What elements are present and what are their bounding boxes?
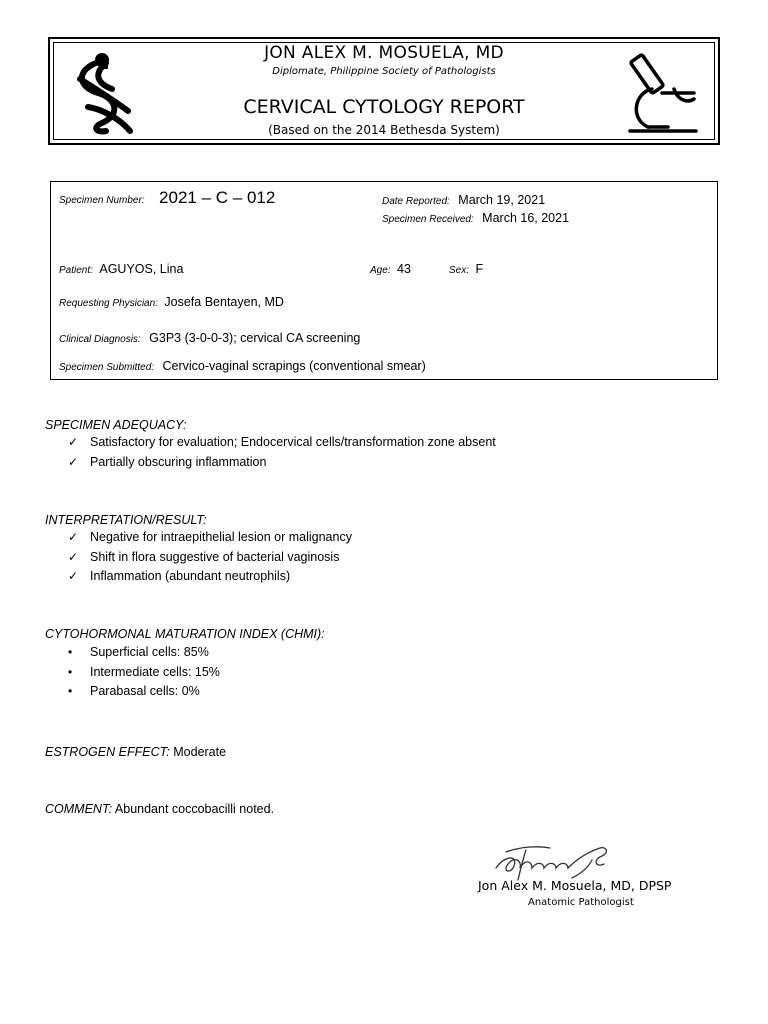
date-reported-label: Date Reported: — [382, 196, 450, 207]
checkmark-icon: ✓ — [68, 569, 79, 583]
list-item — [45, 528, 352, 548]
chmi-section — [45, 627, 325, 702]
chmi-list — [45, 643, 325, 702]
signer-title: Anatomic Pathologist — [528, 897, 634, 908]
list-item — [45, 433, 496, 453]
list-item-text: Inflammation (abundant neutrophils) — [90, 569, 291, 583]
list-item-text: Negative for intraepithelial lesion or malignancy — [90, 530, 352, 544]
doctor-name: JON ALEX M. MOSUELA, MD — [264, 43, 504, 63]
list-item — [45, 682, 325, 702]
sex-field — [449, 260, 483, 278]
adequacy-section — [45, 418, 496, 472]
list-item-text: Shift in flora suggestive of bacterial vaginosis — [90, 549, 340, 564]
submitted-field — [59, 357, 426, 375]
checkmark-icon: ✓ — [68, 530, 79, 544]
diagnosis-value: G3P3 (3-0-0-3); cervical CA screening — [149, 331, 361, 345]
age-label: Age: — [370, 265, 391, 276]
adequacy-list — [45, 433, 496, 472]
checkmark-icon: ✓ — [68, 435, 79, 449]
sex-value: F — [475, 262, 484, 276]
physician-label: Requesting Physician: — [59, 298, 158, 309]
microscope-icon — [622, 49, 702, 135]
specimen-received-label: Specimen Received: — [382, 214, 474, 225]
list-item-text: Satisfactory for evaluation; Endocervical cells/transformation zone absent — [90, 435, 496, 449]
comment-section — [45, 800, 274, 818]
list-item-text: Superficial cells: 85% — [90, 645, 209, 659]
specimen-number-field — [59, 188, 275, 208]
specimen-info-box — [50, 181, 718, 380]
physician-field — [59, 293, 284, 311]
list-item — [45, 663, 325, 683]
sex-label: Sex: — [449, 265, 470, 276]
bullet-icon: • — [68, 684, 73, 698]
list-item — [45, 643, 325, 663]
submitted-value: Cervico-vaginal scrapings (conventional smear) — [162, 359, 426, 373]
specimen-number-value: 2021 – C – 012 — [159, 188, 276, 207]
physician-value: Josefa Bentayen, MD — [164, 295, 284, 309]
patient-label: Patient: — [59, 265, 93, 276]
checkmark-icon: ✓ — [68, 549, 79, 564]
specimen-received-value: March 16, 2021 — [482, 211, 570, 225]
patient-field — [59, 260, 183, 278]
estrogen-value: Moderate — [169, 745, 227, 759]
interpretation-heading: INTERPRETATION/RESULT: — [45, 513, 207, 527]
interpretation-list — [45, 528, 352, 587]
list-item-text: Parabasal cells: 0% — [90, 684, 200, 698]
list-item — [45, 567, 352, 587]
signer-name: Jon Alex M. Mosuela, MD, DPSP — [478, 878, 672, 893]
submitted-label: Specimen Submitted: — [59, 362, 155, 373]
letterhead — [48, 37, 720, 145]
bullet-icon: • — [68, 664, 73, 679]
estrogen-section — [45, 743, 226, 761]
bullet-icon: • — [68, 645, 73, 659]
age-field — [370, 260, 411, 278]
adequacy-heading: SPECIMEN ADEQUACY: — [45, 418, 187, 432]
caduceus-icon — [66, 49, 144, 137]
patient-value: AGUYOS, Lina — [99, 262, 184, 276]
list-item-text: Partially obscuring inflammation — [90, 454, 267, 469]
list-item-text: Intermediate cells: 15% — [90, 664, 220, 679]
age-value: 43 — [397, 262, 411, 276]
diagnosis-field — [59, 329, 360, 347]
report-title: CERVICAL CYTOLOGY REPORT — [243, 96, 525, 118]
specimen-received-field — [382, 209, 569, 227]
chmi-heading: CYTOHORMONAL MATURATION INDEX (CHMI): — [45, 627, 325, 641]
list-item — [45, 548, 352, 568]
interpretation-section — [45, 513, 352, 587]
date-reported-value: March 19, 2021 — [458, 193, 546, 207]
checkmark-icon: ✓ — [68, 454, 79, 469]
list-item — [45, 453, 496, 473]
specimen-number-label: Specimen Number: — [59, 195, 145, 206]
signature-image — [492, 838, 618, 882]
report-subtitle: (Based on the 2014 Bethesda System) — [268, 123, 500, 137]
date-reported-field — [382, 191, 545, 209]
comment-value: Abundant coccobacilli noted. — [112, 802, 275, 816]
comment-label: COMMENT: — [45, 802, 113, 816]
estrogen-label: ESTROGEN EFFECT: — [45, 745, 170, 759]
diagnosis-label: Clinical Diagnosis: — [59, 334, 141, 345]
diplomate-line: Diplomate, Philippine Society of Pathologists — [272, 66, 496, 77]
